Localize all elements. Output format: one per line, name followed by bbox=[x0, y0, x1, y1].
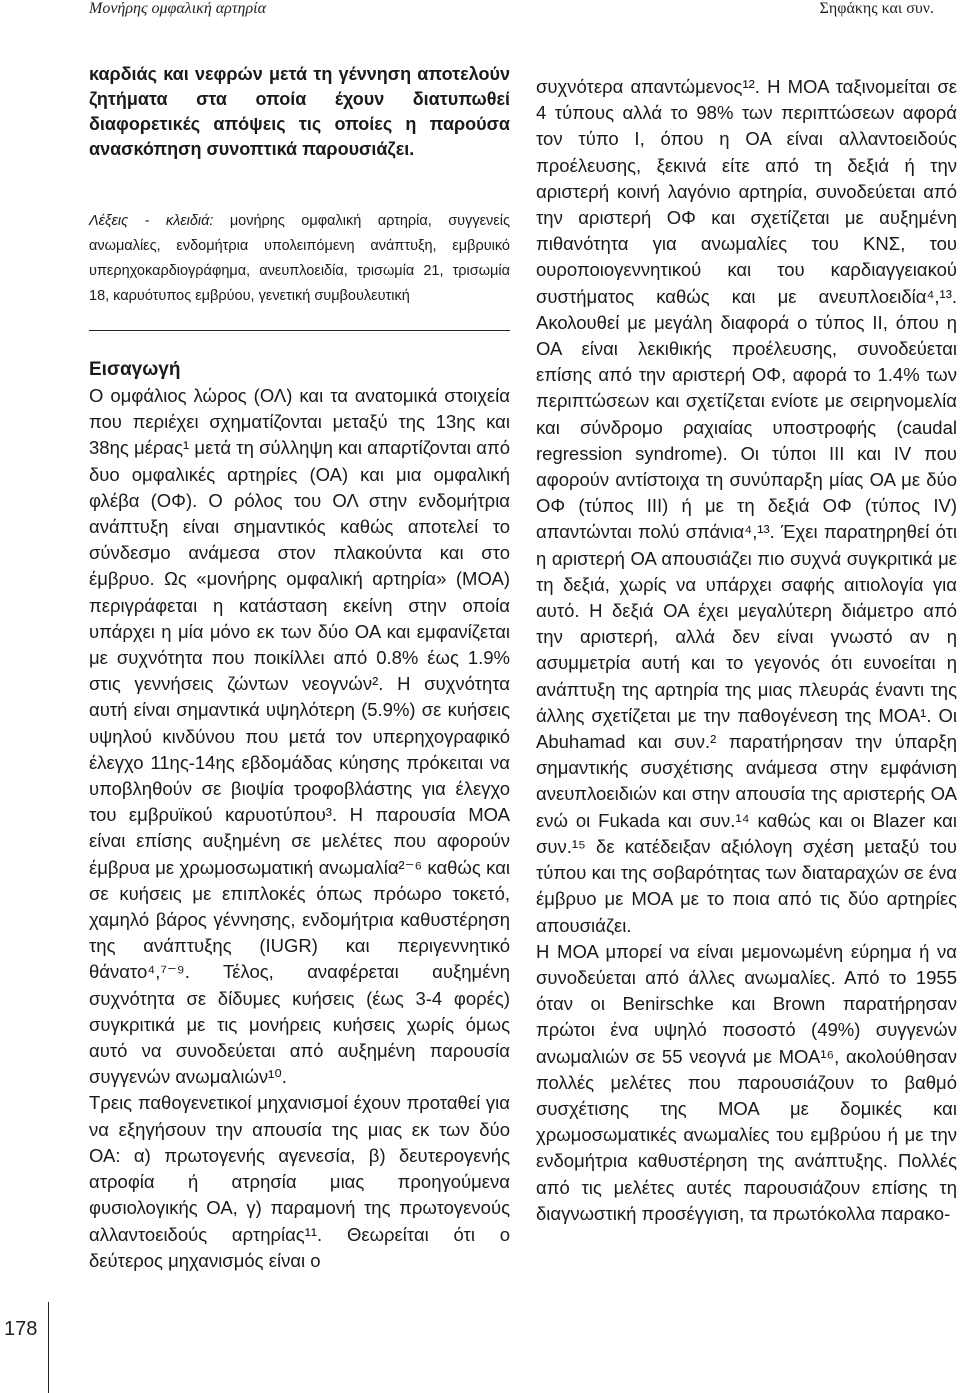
right-column bbox=[536, 74, 957, 1227]
paragraph: Τρεις παθογενετικοί μηχανισμοί έχουν προταθεί για να εξηγήσουν την απουσία της μιας εκ των δύο ΟΑ: α) πρωτογενής αγενεσία, β) δευτερογενής ατροφία ή ατρησία μιας προηγούμενα φυσιολογικής ΟΑ, γ) παραμονή της πρωτογενούς αλλαντοειδούς αρτηρίας¹¹. Θεωρείται ότι ο δεύτερος μηχανισμός είναι ο bbox=[89, 1092, 510, 1271]
keywords-label: Λέξεις - κλειδιά: bbox=[89, 213, 214, 229]
page-number-box bbox=[0, 1302, 49, 1393]
left-column bbox=[89, 62, 510, 1274]
keywords bbox=[89, 209, 510, 309]
keywords-text: μονήρης ομφαλική αρτηρία, συγγενείς ανωμαλίες, ενδομήτρια υπολειπόμενη ανάπτυξη, εμβρυικό υπερηχοκαρδιογράφημα, ανευπλοειδία, τρισωμία 21, τρισωμία 18, καρυότυπος εμβρύου, γενετική συμβουλευτική bbox=[89, 213, 510, 304]
section-divider bbox=[89, 330, 510, 331]
paragraph: συχνότερα απαντώμενος¹². Η ΜΟΑ ταξινομείται σε 4 τύπους αλλά το 98% των περιπτώσεων αφορά τον τύπο Ι, όπου η ΟΑ είναι αλλαντοειδούς προέλευσης, ξεκινά είτε από τη δεξιά ή την αριστερή κοινή λαγόνιο αρτηρία, συνοδεύεται από την αριστερή ΟΦ και σχετίζεται με αυξημένη πιθανότητα για ανωμαλίες του ΚΝΣ, του ουροποιογεννητικού και του καρδιαγγειακού συστήματος καθώς και με ανευπλοειδία⁴,¹³. Ακολουθεί με μεγάλη διαφορά ο τύπος ΙΙ, όπου η ΟΑ είναι λεκιθικής προέλευσης, συνοδεύεται επίσης από την αριστερή ΟΦ, αφορά το 1.4% των περιπτώσεων και σχετίζεται ενίοτε με σειρηνομελία και σύνδρομο ραχιαίας υποστροφής (caudal regression syndrome). Οι τύποι ΙΙΙ και ΙV που αφορούν αντίστοιχα τη συνύπαρξη μίας ΟΑ με δύο ΟΦ (τύπος ΙΙΙ) ή με τη δεξιά ΟΦ (τύπος IV) απαντώνται πολύ σπάνια⁴,¹³. Έχει παρατηρηθεί ότι η αριστερή ΟΑ απουσιάζει πιο συχνά συγκριτικά με τη δεξιά, χωρίς να υπάρχει σαφής αιτιολογία για αυτό. Η δεξιά ΟΑ έχει μεγαλύτερη διάμετρο από την αριστερή, αλλά δεν είναι γνωστό αν η ασυμμετρία αυτή και το γεγονός ότι ευνοείται η ανάπτυξη της αρτηρία της μιας πλευράς έναντι της άλλης σχετίζεται με την παθογένεση της ΜΟΑ¹. Οι Abuhamad και συν.² παρατήρησαν την ύπαρξη σημαντικής συσχέτισης ανάμεσα στην εμφάνιση ανευπλοειδιών και στην απουσία της αριστερής ΟΑ ενώ οι Fukada και συν.¹⁴ καθώς και οι Blazer και συν.¹⁵ δε κατέδειξαν αξιόλογη σχέση μεταξύ του τύπου και της σοβαρότητας των διαταραχών σε ένα έμβρυο με ΜΟΑ με το ποια από τις δύο αρτηρίες απουσιάζει. bbox=[536, 76, 957, 936]
running-header-title: Μονήρης ομφαλική αρτηρία bbox=[89, 0, 267, 17]
paragraph: Ο ομφάλιος λώρος (ΟΛ) και τα ανατομικά στοιχεία που περιέχει σχηματίζονται μεταξύ της 13ης και 38ης μέρας¹ μετά τη σύλληψη και απαρτίζονται από δυο ομφαλικές αρτηρίες (ΟΑ) και μια ομφαλική φλέβα (ΟΦ). Ο ρόλος του ΟΛ στην ενδομήτρια ανάπτυξη είναι σημαντικός καθώς αποτελεί το σύνδεσμο ανάμεσα στον πλακούντα και στο έμβρυο. Ως «μονήρης ομφαλική αρτηρία» (ΜΟΑ) περιγράφεται η κατάσταση εκείνη στην οποία υπάρχει η μία μόνο εκ των δύο ΟΑ και εμφανίζεται με συχνότητα που ποικίλλει από 0.8% έως 1.9% στις γεννήσεις ζώντων νεογνών². Η συχνότητα αυτή είναι σημαντικά υψηλότερη (5.9%) σε κυήσεις υψηλού κινδύνου που μετά τον υπερηχογραφικό έλεγχο 11ης-14ης εβδομάδας κύησης πρόκειται να υποβληθούν σε βιοψία τροφοβλάστης για έλεγχο του εμβρυϊκού καρυοτύπου³. Η παρουσία ΜΟΑ είναι επίσης αυξημένη σε μελέτες που αφορούν έμβρυα με χρωμοσωματική ανωμαλία²⁻⁶ καθώς και σε κυήσεις με επιπλοκές όπως πρόωρο τοκετό, χαμηλό βάρος γέννησης, ενδομήτρια καθυστέρηση της ανάπτυξης (IUGR) και περιγεννητικό θάνατο⁴,⁷⁻⁹. Τέλος, αναφέρεται αυξημένη συχνότητα σε δίδυμες κυήσεις (έως 3-4 φορές) συγκριτικά με τις μονήρεις κυήσεις χωρίς όμως αυτό να συνοδεύεται από αυξημένη παρουσία συγγενών ανωμαλιών¹⁰. bbox=[89, 385, 510, 1088]
section-title-introduction: Εισαγωγή bbox=[89, 359, 181, 380]
running-header-authors: Σηφάκης και συν. bbox=[819, 0, 934, 17]
abstract-closing-text: καρδιάς και νεφρών μετά τη γέννηση αποτελούν ζητήματα στα οποία έχουν διατυπωθεί διαφορετικές απόψεις τις οποίες η παρούσα ανασκόπηση συνοπτικά παρουσιάζει. bbox=[89, 64, 510, 159]
paragraph: Η ΜΟΑ μπορεί να είναι μεμονωμένη εύρημα ή να συνοδεύεται από άλλες ανωμαλίες. Από το 1955 όταν οι Benirschke και Brown παρατήρησαν πρώτοι ένα υψηλό ποσοστό (49%) συγγενών ανωμαλιών σε 55 νεογνά με ΜΟΑ¹⁶, ακολούθησαν πολλές μελέτες που παρουσιάζουν το βαθμό συσχέτισης της ΜΟΑ με δομικές και χρωμοσωματικές ανωμαλίες του εμβρύου ή με την ενδομήτρια καθυστέρηση της ανάπτυξης. Πολλές από τις μελέτες αυτές παρουσιάζουν επίσης τη διαγνωστική προσέγγιση, τα πρωτόκολλα παρακο- bbox=[536, 940, 957, 1224]
page-number: 178 bbox=[4, 1318, 38, 1340]
